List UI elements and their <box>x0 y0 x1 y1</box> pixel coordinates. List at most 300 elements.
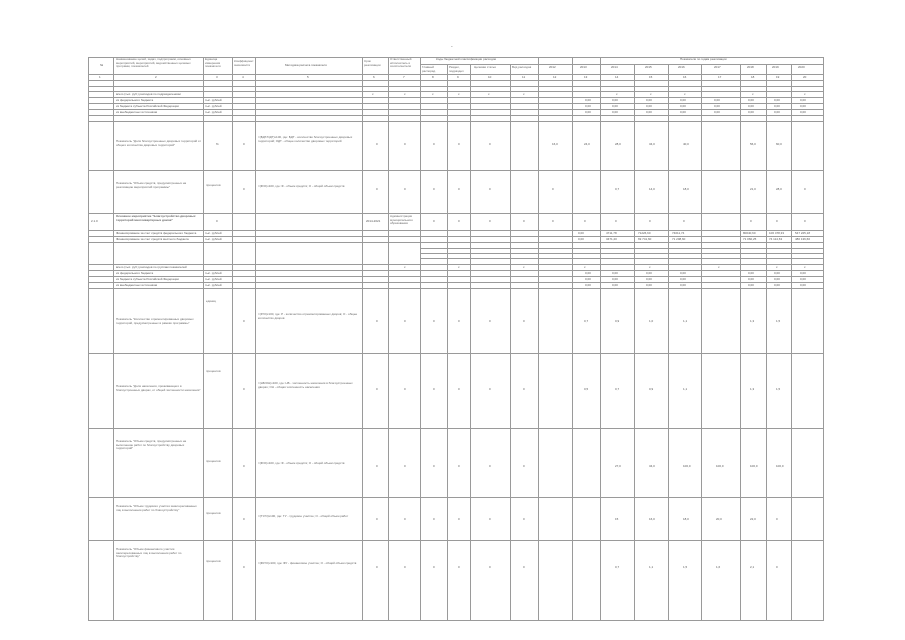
cell: 40,0 <box>683 142 689 146</box>
col-number: 5 <box>307 75 309 79</box>
row-rule <box>88 270 824 271</box>
header-budget-col: Главный распоряд. <box>422 65 436 73</box>
cell: 0,7 <box>615 187 620 191</box>
row-unit: процентов <box>206 559 221 563</box>
cell: 106 478,33 <box>769 231 785 235</box>
cell: 18,0 <box>683 187 689 191</box>
cell: 1,1 <box>649 565 654 569</box>
row-coef: 0 <box>243 187 245 191</box>
header-year: 2015 <box>645 65 652 69</box>
cell: х <box>649 265 651 269</box>
cell: 0 <box>376 319 378 323</box>
cell: 0,00 <box>612 110 618 114</box>
row-label: Показатель "Объем трудового участия заинтересованных лиц в выполнении работ по благоустройству" <box>116 504 197 512</box>
col-rule <box>255 57 256 620</box>
cell: 547 225,18 <box>795 231 811 235</box>
cell: 0,00 <box>774 110 780 114</box>
col-rule <box>600 57 601 620</box>
cell: 69 741,60 <box>638 237 652 241</box>
row-unit: % <box>216 142 219 146</box>
cell: х <box>458 92 460 96</box>
col-rule <box>113 57 114 620</box>
cell: 1,5 <box>776 319 781 323</box>
row-label: Основное мероприятие "Благоустройство дворовых территорий многоквартирных домов" <box>116 214 196 222</box>
cell: 3471,20 <box>606 237 617 241</box>
cell: 0 <box>523 464 525 468</box>
header-year: 2013 <box>580 65 587 69</box>
col-number: 13 <box>584 75 588 79</box>
cell: 0 <box>433 319 435 323</box>
row-unit: процентов <box>206 369 221 373</box>
cell: 0 <box>404 319 406 323</box>
cell: 0,00 <box>714 110 720 114</box>
cell: 0 <box>404 142 406 146</box>
cell: 0 <box>649 219 651 223</box>
col-rule <box>538 57 539 620</box>
row-unit: процентов <box>206 183 221 187</box>
cell: 0,00 <box>748 98 754 102</box>
row-label: из внебюджетных источников <box>116 283 158 287</box>
cell: х <box>372 92 374 96</box>
row-rule <box>88 288 824 289</box>
row-unit: тыс. рублей <box>205 271 222 275</box>
row-rule <box>88 428 824 429</box>
cell: 0 <box>489 517 491 521</box>
cell: 0 <box>404 517 406 521</box>
cell: х <box>404 265 406 269</box>
col-number: 10 <box>488 75 492 79</box>
cell: х <box>684 92 686 96</box>
cell: 0 <box>523 517 525 521</box>
row-method: =(Ф/О)х100, где: Ф - объем средств; О - общий объем средств <box>258 184 345 188</box>
row-rule <box>88 353 824 354</box>
cell: 24,0 <box>584 142 590 146</box>
cell: 0,00 <box>578 237 584 241</box>
cell: 0 <box>404 387 406 391</box>
cell: 0 <box>489 142 491 146</box>
cell: 0 <box>804 219 806 223</box>
cell: 0,00 <box>680 104 686 108</box>
table-right-border <box>823 57 824 620</box>
cell: 0,00 <box>646 98 652 102</box>
budget-subheader-rule <box>420 64 600 65</box>
cell: 0 <box>433 464 435 468</box>
col-rule <box>668 64 669 620</box>
cell: 0,00 <box>612 104 618 108</box>
cell: 0 <box>376 142 378 146</box>
cell: х <box>432 92 434 96</box>
header-budget-col: Целевая статья <box>474 65 496 69</box>
row-label: из бюджета субъекта Российской Федерации <box>116 277 179 281</box>
cell: 0,00 <box>800 98 806 102</box>
cell: 0 <box>584 219 586 223</box>
cell: 0,00 <box>800 271 806 275</box>
row-rule <box>88 230 824 231</box>
cell: 0 <box>458 319 460 323</box>
col-rule <box>740 64 741 620</box>
row-unit: процентов <box>206 459 221 463</box>
cell: 0,00 <box>646 283 652 287</box>
header-year: 2018 <box>747 65 754 69</box>
cell: 2,1 <box>750 565 755 569</box>
cell: 0 <box>458 219 460 223</box>
cell: 0 <box>458 187 460 191</box>
cell: 0,00 <box>748 277 754 281</box>
header-coef: Коэффициент значимости <box>234 59 254 67</box>
cell: 0 <box>376 464 378 468</box>
header-year: 2020 <box>798 65 805 69</box>
col-rule <box>203 57 204 620</box>
cell: 0 <box>404 464 406 468</box>
cell: 14,0 <box>649 187 655 191</box>
cell: 0 <box>458 565 460 569</box>
col-number: 14 <box>615 75 619 79</box>
row-period: 2014-2021 <box>366 219 381 223</box>
row-rule <box>88 170 824 171</box>
row-label: из федерального бюджета <box>116 271 154 275</box>
header-plan-group: Показатели по годам реализации <box>680 57 727 61</box>
cell: х <box>523 265 525 269</box>
row-coef: 0 <box>243 387 245 391</box>
cell: 0,5 <box>584 387 589 391</box>
cell: 0,00 <box>774 271 780 275</box>
col-rule <box>791 64 792 620</box>
cell: 71 208,60 <box>672 237 686 241</box>
cell: 20,0 <box>716 517 722 521</box>
cell: 1,5 <box>776 387 781 391</box>
row-unit: тыс. рублей <box>205 231 222 235</box>
cell: 0,00 <box>714 104 720 108</box>
col-rule <box>766 64 767 620</box>
cell: 0,9 <box>615 319 620 323</box>
row-rule <box>88 121 824 122</box>
header-year: 2019 <box>772 65 779 69</box>
col-number: 4 <box>242 75 244 79</box>
row-method: =(БДТ/ОДТ)х100, где: БДТ - количество благоустроенных дворовых территорий; ОДТ - общее количество дворовых территорий <box>258 135 353 143</box>
cell: 0 <box>458 464 460 468</box>
page-mark: - <box>451 44 453 50</box>
col-rule <box>420 57 421 620</box>
cell: х <box>752 92 754 96</box>
cell: 0,00 <box>774 104 780 108</box>
cell: 0,00 <box>680 271 686 275</box>
cell: 0 <box>683 219 685 223</box>
col-number: 3 <box>216 75 218 79</box>
cell: 34,0 <box>649 464 655 468</box>
col-number: 20 <box>803 75 807 79</box>
cell: 0,00 <box>748 283 754 287</box>
cell: 0,00 <box>800 110 806 114</box>
col-number: 9 <box>457 75 459 79</box>
row-coef: 0 <box>243 565 245 569</box>
cell: 18,0 <box>683 517 689 521</box>
table-left-border <box>88 57 89 620</box>
cell: х <box>584 265 586 269</box>
cell: 0,00 <box>612 98 618 102</box>
cell: 0,00 <box>680 283 686 287</box>
cell: 0,00 <box>612 277 618 281</box>
cell: х <box>488 92 490 96</box>
cell: 0,00 <box>748 110 754 114</box>
row-unit: единиц <box>206 299 217 303</box>
row-rule <box>420 253 824 254</box>
cell: 0,00 <box>800 104 806 108</box>
cell: 56,0 <box>750 142 756 146</box>
cell: 0,00 <box>774 277 780 281</box>
row-rule <box>88 213 824 214</box>
row-coef: 0 <box>243 319 245 323</box>
cell: 0,00 <box>748 104 754 108</box>
col-number: 11 <box>522 75 526 79</box>
cell: 0 <box>404 565 406 569</box>
cell: 100,0 <box>750 464 758 468</box>
header-unit: Единица измерения показателя <box>205 57 221 69</box>
cell: 0,7 <box>584 319 589 323</box>
row-label: Финансирование за счет средств федерального бюджета <box>116 231 197 235</box>
cell: х <box>523 92 525 96</box>
cell: 1,1 <box>683 387 688 391</box>
row-method: =(ТУ/О)х100, где: ТУ - трудовое участие; О - общий объем работ <box>258 514 349 518</box>
cell: 1,1 <box>683 319 688 323</box>
cell: 22,0 <box>750 517 756 521</box>
plan-subheader-rule <box>600 64 824 65</box>
cell: 0,00 <box>680 110 686 114</box>
cell: 0,7 <box>615 387 620 391</box>
cell: 0,00 <box>680 277 686 281</box>
col-rule <box>388 57 389 620</box>
cell: 0,00 <box>585 110 591 114</box>
cell: 0 <box>404 187 406 191</box>
col-number: 2 <box>155 75 157 79</box>
header-name: Наименование целей, задач, подпрограмм, основных мероприятий, мероприятий, ведомственных целевых программ, показателей <box>116 57 191 69</box>
cell: 16,0 <box>649 517 655 521</box>
row-method: =(ФУ/О)х100, где: ФУ - финансовое участие; О - общий объем средств <box>258 561 357 565</box>
cell: 0 <box>489 187 491 191</box>
header-year: 2014 <box>611 65 618 69</box>
col-number: 12 <box>553 75 557 79</box>
cell: 0 <box>433 387 435 391</box>
row-unit: тыс. рублей <box>205 283 222 287</box>
cell: 0,7 <box>615 565 620 569</box>
cell: 0 <box>552 187 554 191</box>
cell: 0 <box>489 387 491 391</box>
col-rule <box>701 64 702 620</box>
cell: 0 <box>615 219 617 223</box>
cell: х <box>650 92 652 96</box>
row-unit: тыс. рублей <box>205 277 222 281</box>
row-unit: тыс. рублей <box>205 98 222 102</box>
col-number: 7 <box>403 75 405 79</box>
cell: 1,3 <box>750 387 755 391</box>
cell: 0 <box>489 219 491 223</box>
header-period: Срок реализации <box>364 59 381 67</box>
cell: 100,0 <box>683 464 691 468</box>
cell: 0,00 <box>774 98 780 102</box>
header-year: 2016 <box>678 65 685 69</box>
row-method: =(НБ/ОН)х100, где: НБ - численность населения в благоустроенных дворах; ОН - общая численность населения <box>258 381 353 389</box>
col-rule <box>634 64 635 620</box>
cell: 0 <box>804 187 806 191</box>
col-number: 18 <box>751 75 755 79</box>
col-number: 19 <box>776 75 780 79</box>
cell: 0,9 <box>649 387 654 391</box>
cell: 0 <box>433 517 435 521</box>
cell: 0,00 <box>585 277 591 281</box>
cell: 0 <box>433 142 435 146</box>
cell: 0 <box>376 565 378 569</box>
row-unit: тыс. рублей <box>205 237 222 241</box>
cell: 0 <box>489 319 491 323</box>
col-number: 1 <box>99 75 101 79</box>
header-num: № <box>100 63 104 67</box>
cell: 1,5 <box>683 565 688 569</box>
cell: 15 <box>615 517 619 521</box>
row-method: =(Р/О)х100, где: Р - количество отремонтированных дворов; О - общее количество дворов <box>258 312 358 320</box>
cell: 80040,60 <box>743 231 756 235</box>
cell: 0 <box>433 565 435 569</box>
cell: 34,0 <box>649 142 655 146</box>
header-year: 2012 <box>549 65 556 69</box>
cell: 0 <box>523 387 525 391</box>
cell: 4711,78 <box>606 231 617 235</box>
row-num: 2.1.0 <box>91 219 98 223</box>
header-executor: Ответственный исполнитель и соисполнители <box>390 57 412 69</box>
cell: 60,0 <box>776 142 782 146</box>
cell: 1,6 <box>716 565 721 569</box>
rule <box>88 91 824 92</box>
col-number: 17 <box>718 75 722 79</box>
cell: 28,0 <box>776 187 782 191</box>
cell: 74011,74 <box>672 231 685 235</box>
row-rule <box>88 282 824 283</box>
header-budget-col: Раздел, подраздел <box>449 65 464 73</box>
cell: 0,00 <box>774 283 780 287</box>
cell: 0 <box>523 319 525 323</box>
cell: 0 <box>776 565 778 569</box>
cell: 21,0 <box>750 187 756 191</box>
cell: х <box>776 265 778 269</box>
cell: 0 <box>458 517 460 521</box>
cell: 0,00 <box>800 277 806 281</box>
row-rule <box>88 242 824 243</box>
cell: 0,00 <box>612 271 618 275</box>
row-rule <box>420 258 824 259</box>
header-budget-group: Коды бюджетной классификации расходов <box>436 57 496 61</box>
cell: 0,00 <box>680 98 686 102</box>
cell: 0 <box>376 387 378 391</box>
row-unit: 0 <box>216 219 218 223</box>
cell: 1,0 <box>649 319 654 323</box>
cell: 0,00 <box>612 283 618 287</box>
row-label: из федерального бюджета <box>116 98 154 102</box>
cell: 0,00 <box>585 104 591 108</box>
header-year: 2017 <box>714 65 721 69</box>
row-label: Показатель "Доля благоустроенных дворовых территорий от общего количества дворовых территорий" <box>116 139 201 147</box>
cell: 0,00 <box>585 271 591 275</box>
rule <box>88 86 824 87</box>
cell: 480 136,60 <box>795 237 811 241</box>
cell: х <box>804 92 806 96</box>
row-rule <box>88 497 824 498</box>
row-rule <box>88 236 824 237</box>
col-rule <box>447 64 448 620</box>
cell: 28,0 <box>615 142 621 146</box>
row-label: из внебюджетных источников <box>116 110 158 114</box>
cell: 0 <box>750 219 752 223</box>
cell: 0,00 <box>646 271 652 275</box>
cell: х <box>404 92 406 96</box>
cell: х <box>718 265 720 269</box>
row-executor: Администрация муниципального образования <box>390 214 413 226</box>
cell: 71 060,25 <box>743 237 757 241</box>
row-rule <box>88 264 824 265</box>
cell: 0 <box>433 187 435 191</box>
col-number: 15 <box>649 75 653 79</box>
cell: 0 <box>376 517 378 521</box>
cell: 1,3 <box>750 319 755 323</box>
cell: 0,00 <box>578 231 584 235</box>
cell: х <box>804 265 806 269</box>
col-rule <box>232 57 233 620</box>
row-rule <box>88 276 824 277</box>
row-rule <box>420 248 824 249</box>
cell: 0 <box>489 565 491 569</box>
row-label: Показатель "Доля населения, проживающего в благоустроенных дворах, от общей численности населения" <box>116 384 201 392</box>
cell: 100,0 <box>776 464 784 468</box>
header-budget-col: Вид расходов <box>512 65 532 69</box>
cell: 0 <box>376 187 378 191</box>
cell: х <box>458 265 460 269</box>
row-coef: 0 <box>243 464 245 468</box>
cell: 0 <box>489 464 491 468</box>
col-number-rule <box>88 80 824 81</box>
row-rule <box>88 115 824 116</box>
table-bottom-border <box>88 620 824 621</box>
col-number: 6 <box>373 75 375 79</box>
cell: 0,00 <box>646 104 652 108</box>
cell: 0 <box>523 565 525 569</box>
row-label: Показатель "Объем средств, предусмотренных на реализацию мероприятий программы" <box>116 181 187 189</box>
header-rule <box>88 74 824 75</box>
cell: 27,0 <box>615 464 621 468</box>
cell: 74 114,63 <box>769 237 783 241</box>
row-rule <box>88 540 824 541</box>
cell: 16,0 <box>552 142 558 146</box>
cell: 100,0 <box>716 464 724 468</box>
row-label: из бюджета субъекта Российской Федерации <box>116 104 179 108</box>
col-rule <box>470 64 471 620</box>
row-coef: 0 <box>243 517 245 521</box>
cell: 0,00 <box>585 98 591 102</box>
cell: 0 <box>523 219 525 223</box>
row-unit: процентов <box>206 511 221 515</box>
cell: 0,00 <box>646 110 652 114</box>
cell: 0,00 <box>748 271 754 275</box>
cell: 0 <box>458 387 460 391</box>
row-coef: 0 <box>243 142 245 146</box>
row-label: всего (тыс. руб.) расходов по группам показателей <box>116 265 187 269</box>
cell: 0 <box>552 219 554 223</box>
row-label: Показатель "Объем средств, предусмотренных на выполнение работ по благоустройству дворовых территорий" <box>116 439 187 451</box>
col-rule <box>572 57 573 620</box>
row-unit: тыс. рублей <box>205 104 222 108</box>
cell: 0,00 <box>714 98 720 102</box>
col-number: 16 <box>683 75 687 79</box>
cell: 0 <box>433 219 435 223</box>
row-unit: тыс. рублей <box>205 110 222 114</box>
row-method: =(Ф/О)х100, где: Ф - объем средств; О - общий объем средств <box>258 461 345 465</box>
cell: 0 <box>776 219 778 223</box>
